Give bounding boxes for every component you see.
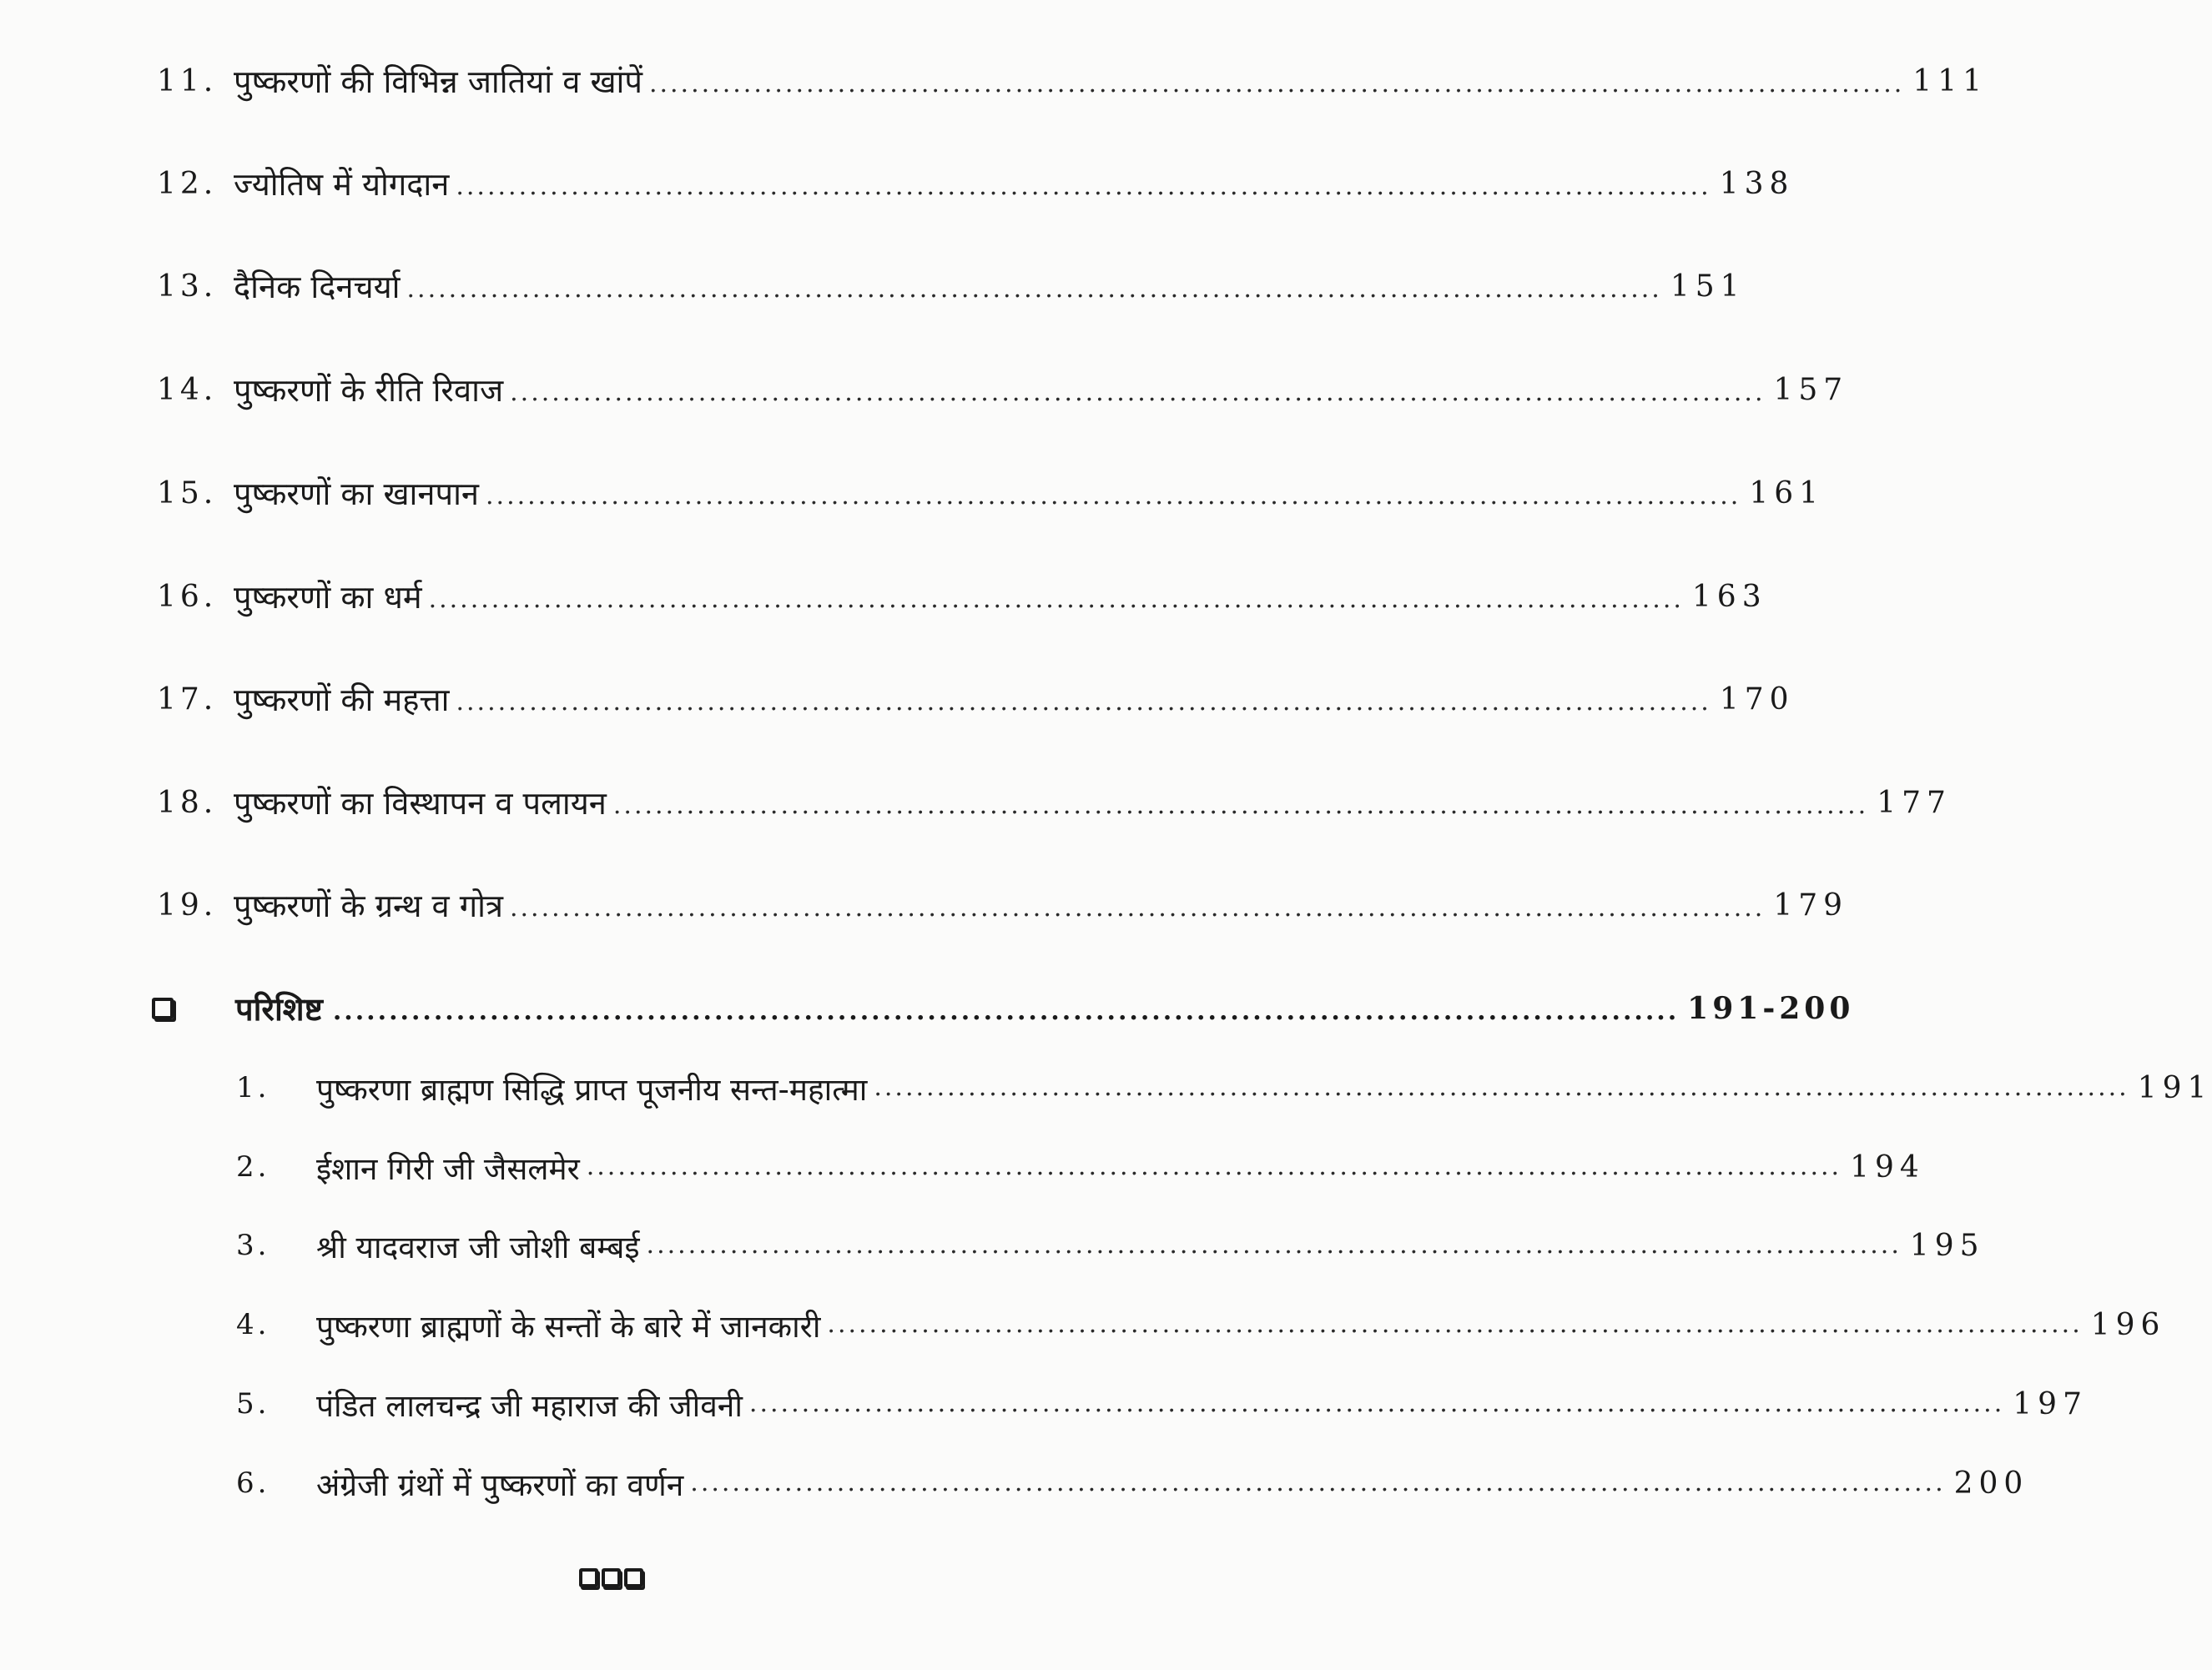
appendix-item-title: पुष्करणा ब्राह्मण सिद्धि प्राप्त पूजनीय सन्त-महात्मा — [316, 1071, 868, 1108]
toc-row — [157, 257, 1746, 315]
appendix-item-title: अंग्रेजी ग्रंथों में पुष्करणों का वर्णन — [316, 1466, 684, 1503]
toc-number: 17. — [157, 682, 218, 717]
toc-title: पुष्करणों के रीति रिवाज — [234, 372, 504, 409]
three-squares-end-mark-icon — [579, 1568, 643, 1587]
appendix-item-page: 195 — [1909, 1228, 1985, 1263]
toc-row — [157, 52, 1988, 110]
appendix-item-page: 197 — [2013, 1386, 2088, 1421]
toc-row — [157, 670, 1795, 728]
toc-leader-dots: ........................................................................................................................ — [456, 172, 1711, 201]
appendix-item-number: 4. — [236, 1308, 270, 1341]
toc-leader-dots: ........................................................................................................................ — [748, 1389, 2005, 1418]
appendix-item-title: पुष्करणा ब्राह्मणों के सन्तों के बारे में जानकारी — [316, 1308, 821, 1345]
toc-row — [157, 876, 1849, 934]
toc-row — [157, 464, 1825, 522]
toc-leader-dots: ........................................................................................................................ — [586, 1152, 1842, 1181]
toc-number: 15. — [157, 475, 218, 511]
toc-number: 14. — [157, 372, 218, 407]
appendix-item-title: श्री यादवराज जी जोशी बम्बई — [316, 1229, 640, 1265]
appendix-item — [236, 1378, 2088, 1430]
toc-row — [157, 154, 1795, 213]
appendix-item-number: 3. — [236, 1229, 270, 1262]
toc-leader-dots: ........................................................................................................................ — [690, 1468, 1946, 1497]
toc-title: पुष्करणों का धर्म — [234, 579, 422, 616]
appendix-item — [236, 1141, 1925, 1193]
toc-leader-dots: ........................................................................................................................ — [510, 378, 1766, 407]
toc-page-number: 177 — [1877, 785, 1952, 820]
toc-leader-dots: ........................................................................................................................ — [648, 69, 1905, 98]
appendix-item-page: 196 — [2090, 1307, 2166, 1342]
toc-page-number: 170 — [1719, 682, 1795, 717]
toc-page-number: 138 — [1719, 166, 1795, 201]
toc-number: 19. — [157, 888, 218, 923]
appendix-item-number: 1. — [236, 1071, 270, 1104]
appendix-item-page: 191 — [2137, 1070, 2212, 1105]
toc-leader-dots: ........................................................................................................................ — [406, 274, 1662, 304]
toc-page-number: 163 — [1691, 579, 1767, 614]
toc-row — [157, 567, 1767, 626]
toc-leader-dots: ........................................................................................................................ — [456, 687, 1711, 717]
toc-title: पुष्करणों की महत्ता — [234, 682, 450, 718]
toc-number: 12. — [157, 166, 218, 201]
toc-page-number: 179 — [1773, 888, 1849, 923]
toc-title: ज्योतिष में योगदान — [234, 166, 450, 203]
toc-title: पुष्करणों का खानपान — [234, 475, 479, 512]
toc-leader-dots: ........................................................................................................................ — [646, 1230, 1902, 1260]
toc-leader-dots: ........................................................................................................................ — [332, 997, 1680, 1026]
square-icon — [579, 1568, 598, 1587]
toc-number: 13. — [157, 269, 218, 304]
appendix-item — [236, 1220, 1985, 1271]
appendix-item-title: पंडित लालचन्द्र जी महाराज की जीवनी — [316, 1387, 743, 1424]
toc-leader-dots: ........................................................................................................................ — [509, 893, 1766, 923]
appendix-item-number: 6. — [236, 1466, 270, 1500]
toc-page-number: 111 — [1912, 63, 1988, 98]
square-icon — [602, 1568, 621, 1587]
toc-row — [157, 773, 1952, 832]
appendix-item-number: 5. — [236, 1387, 270, 1421]
appendix-item-page: 200 — [1953, 1466, 2029, 1501]
appendix-item-page: 194 — [1850, 1149, 1925, 1185]
appendix-item — [236, 1457, 2029, 1509]
toc-page-number: 151 — [1670, 269, 1746, 304]
toc-number: 18. — [157, 785, 218, 820]
appendix-item-number: 2. — [236, 1150, 270, 1184]
appendix-item — [236, 1299, 2166, 1351]
toc-number: 11. — [157, 63, 218, 98]
toc-title: दैनिक दिनचर्या — [234, 269, 401, 305]
toc-leader-dots: ........................................................................................................................ — [874, 1073, 2129, 1102]
toc-number: 16. — [157, 579, 218, 614]
checkbox-square-icon — [152, 998, 174, 1019]
toc-title: पुष्करणों के ग्रन्थ व गोत्र — [234, 888, 503, 924]
toc-leader-dots: ........................................................................................................................ — [827, 1310, 2083, 1339]
toc-page-number: 161 — [1749, 475, 1825, 511]
appendix-item-title: ईशान गिरी जी जैसलमेर — [316, 1150, 580, 1187]
appendix-page-range: 191-200 — [1687, 991, 1855, 1026]
toc-title: पुष्करणों की विभिन्न जातियां व खांपें — [234, 63, 642, 100]
toc-row — [157, 360, 1849, 419]
appendix-heading — [152, 979, 1855, 1038]
toc-page-number: 157 — [1773, 372, 1849, 407]
appendix-title: परिशिष्ट — [235, 991, 323, 1028]
toc-title: पुष्करणों का विस्थापन व पलायन — [234, 785, 607, 822]
appendix-item — [236, 1062, 2212, 1114]
toc-leader-dots: ........................................................................................................................ — [486, 481, 1741, 511]
toc-leader-dots: ........................................................................................................................ — [428, 585, 1684, 614]
toc-leader-dots: ........................................................................................................................ — [612, 791, 1869, 820]
square-icon — [624, 1568, 643, 1587]
